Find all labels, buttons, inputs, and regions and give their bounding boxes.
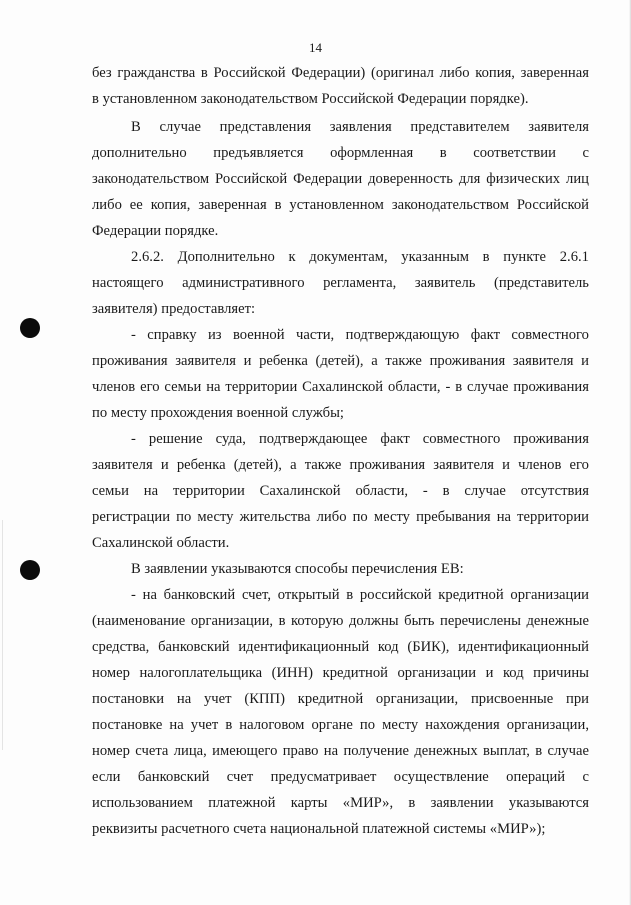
- text-line: реквизиты расчетного счета национальной платежной системы «МИР»);: [92, 821, 546, 837]
- text-line: номер счета лица, имеющего право на получение денежных выплат, в случае: [92, 743, 589, 759]
- text-line: - на банковский счет, открытый в российской кредитной организации: [131, 587, 589, 603]
- text-line: использованием платежной карты «МИР», в заявлении указываются: [92, 795, 589, 811]
- text-line: средства, банковский идентификационный код (БИК), идентификационный: [92, 639, 589, 655]
- text-line: 2.6.2. Дополнительно к документам, указанным в пункте 2.6.1: [131, 249, 589, 265]
- text-line: в установленном законодательством Российской Федерации порядке).: [92, 91, 529, 107]
- text-line: - справку из военной части, подтверждающую факт совместного: [131, 327, 589, 343]
- text-line: заявителя и ребенка (детей), а также проживания заявителя и членов его: [92, 457, 589, 473]
- text-line: Федерации порядке.: [92, 223, 219, 239]
- text-line: В случае представления заявления представителем заявителя: [131, 119, 589, 135]
- text-line: либо ее копия, заверенная в установленном законодательством Российской: [92, 197, 589, 213]
- text-line: Сахалинской области.: [92, 535, 230, 551]
- text-line: настоящего административного регламента, заявитель (представитель: [92, 275, 589, 291]
- punch-hole-mark: [20, 318, 40, 338]
- text-line: регистрации по месту жительства либо по месту пребывания на территории: [92, 509, 589, 525]
- punch-hole-mark: [20, 560, 40, 580]
- text-line: членов его семьи на территории Сахалинской области, - в случае проживания: [92, 379, 589, 395]
- text-line: законодательством Российской Федерации доверенность для физических лиц: [92, 171, 589, 187]
- text-line: без гражданства в Российской Федерации) (оригинал либо копия, заверенная: [92, 65, 589, 81]
- text-line: - решение суда, подтверждающее факт совместного проживания: [131, 431, 589, 447]
- text-line: В заявлении указываются способы перечисления ЕВ:: [131, 561, 464, 577]
- text-line: по месту прохождения военной службы;: [92, 405, 344, 421]
- text-line: постановке на учет в налоговом органе по месту нахождения организации,: [92, 717, 589, 733]
- scan-edge-mark: [2, 520, 3, 750]
- text-line: (наименование организации, в которую должны быть перечислены денежные: [92, 613, 589, 629]
- text-line: номер налогоплательщика (ИНН) кредитной организации и код причины: [92, 665, 589, 681]
- text-line: семьи на территории Сахалинской области, - в случае отсутствия: [92, 483, 589, 499]
- text-line: дополнительно предъявляется оформленная в соответствии с: [92, 145, 589, 161]
- text-line: если банковский счет предусматривает осуществление операций с: [92, 769, 589, 785]
- text-line: проживания заявителя и ребенка (детей), а также проживания заявителя и: [92, 353, 589, 369]
- text-line: заявителя) предоставляет:: [92, 301, 256, 317]
- text-line: постановки на учет (КПП) кредитной организации, присвоенные при: [92, 691, 589, 707]
- page-number: 14: [309, 40, 322, 55]
